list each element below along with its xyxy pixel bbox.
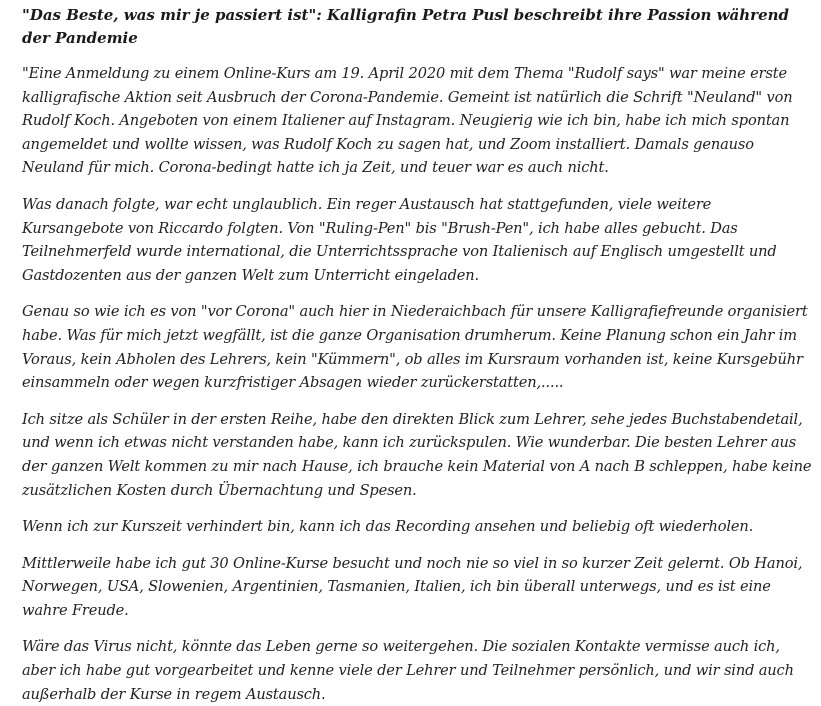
article-paragraph: Genau so wie ich es von "vor Corona" auch hier in Niederaichbach für unsere Kalligrafiefreunde organisiert habe. Was für mich jetzt wegfällt, ist die ganze Organisation drumherum. Keine Planung schon ein Jahr im Voraus, kein Abholen des Lehrers, kein "Kümmern", ob alles im Kursraum vorhanden ist, keine Kursgebühr einsammeln oder wegen kurzfristiger Absagen wieder zurückerstatten,..... xyxy=(22,303,808,392)
article-paragraph: Wäre das Virus nicht, könnte das Leben gerne so weitergehen. Die sozialen Kontakte vermisse auch ich, aber ich habe gut vorgearbeitet und kenne viele der Lehrer und Teilnehmer persönlich, und wir sind auch außerhalb der Kurse in regem Austausch. xyxy=(22,638,794,703)
article-title: "Das Beste, was mir je passiert ist": Kalligrafin Petra Pusl beschreibt ihre Passion während der Pandemie xyxy=(22,6,790,47)
article xyxy=(22,4,812,706)
article-paragraph: Ich sitze als Schüler in der ersten Reihe, habe den direkten Blick zum Lehrer, sehe jedes Buchstabendetail, und wenn ich etwas nicht verstanden habe, kann ich zurückspulen. Wie wunderbar. Die besten Lehrer aus der ganzen Welt kommen zu mir nach Hause, ich brauche kein Material von A nach B schleppen, habe keine zusätzlichen Kosten durch Übernachtung und Spesen. xyxy=(22,410,812,499)
article-paragraph: Wenn ich zur Kurszeit verhindert bin, kann ich das Recording ansehen und beliebig oft wiederholen. xyxy=(22,518,754,536)
article-paragraph: Was danach folgte, war echt unglaublich. Ein reger Austausch hat stattgefunden, viele weitere Kursangebote von Riccardo folgten. Von "Ruling-Pen" bis "Brush-Pen", ich habe alles gebucht. Das Teilnehmerfeld wurde international, die Unterrichtssprache von Italienisch auf Englisch umgestellt und Gastdozenten aus der ganzen Welt zum Unterricht eingeladen. xyxy=(22,195,777,284)
article-paragraph: Mittlerweile habe ich gut 30 Online-Kurse besucht und noch nie so viel in so kurzer Zeit gelernt. Ob Hanoi, Norwegen, USA, Slowenien, Argentinien, Tasmanien, Italien, ich bin überall unterwegs, und es ist eine wahre Freude. xyxy=(22,554,803,619)
article-paragraph: "Eine Anmeldung zu einem Online-Kurs am 19. April 2020 mit dem Thema "Rudolf says" war meine erste kalligrafische Aktion seit Ausbruch der Corona-Pandemie. Gemeint ist natürlich die Schrift "Neuland" von Rudolf Koch. Angeboten von einem Italiener auf Instagram. Neugierig wie ich bin, habe ich mich spontan angemeldet und wollte wissen, was Rudolf Koch zu sagen hat, und Zoom installiert. Damals genauso Neuland für mich. Corona-bedingt hatte ich ja Zeit, und teuer war es auch nicht. xyxy=(22,65,793,177)
